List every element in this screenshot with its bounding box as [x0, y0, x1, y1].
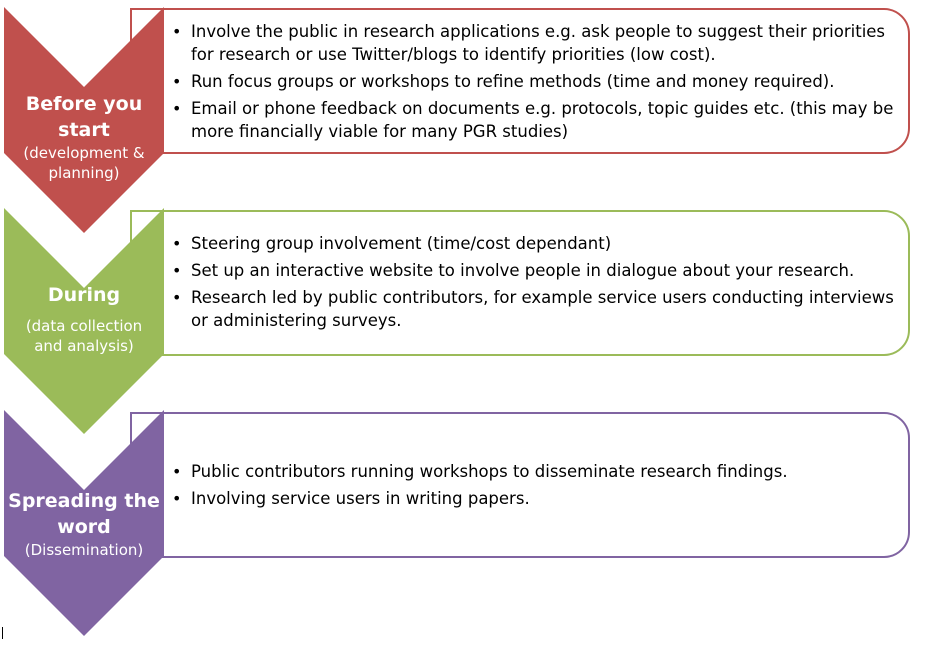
- stage-before-chevron: [4, 7, 164, 233]
- stage-before-title: Before you start: [25, 93, 143, 141]
- list-item: • Run focus groups or workshops to refine methods (time and money required).: [172, 70, 894, 93]
- list-item: • Involving service users in writing papers.: [172, 487, 894, 510]
- stage-during-subtitle: (data collection and analysis): [25, 317, 143, 355]
- stage-during-title: During: [47, 284, 121, 306]
- stage-before-label: [4, 91, 164, 183]
- text-cursor: [2, 627, 3, 639]
- stage-before-list: [172, 20, 894, 143]
- list-item: • Involve the public in research applications e.g. ask people to suggest their priorities for research or use Twitter/blogs to identify priorities (low cost).: [172, 20, 894, 66]
- list-item: • Email or phone feedback on documents e.g. protocols, topic guides etc. (this may be more financially viable for many PGR studies): [172, 97, 894, 143]
- stage-during-label: [4, 282, 164, 356]
- stage-spreading-chevron: [4, 410, 164, 636]
- stage-spreading-title: Spreading the word: [8, 490, 160, 538]
- stage-before-box: [130, 8, 910, 154]
- list-item: • Research led by public contributors, for example service users conducting interviews or administering surveys.: [172, 286, 894, 332]
- stage-before-subtitle: (development & planning): [23, 144, 145, 182]
- stage-during-list: [172, 232, 894, 332]
- list-item: • Steering group involvement (time/cost dependant): [172, 232, 894, 255]
- stage-during-box: [130, 210, 910, 356]
- stage-spreading-label: [4, 488, 164, 560]
- list-item: • Set up an interactive website to involve people in dialogue about your research.: [172, 259, 894, 282]
- list-item: • Public contributors running workshops to disseminate research findings.: [172, 460, 894, 483]
- stage-spreading-subtitle: (Dissemination): [24, 541, 144, 559]
- stage-spreading-list: [172, 460, 894, 510]
- stage-during-chevron: [4, 208, 164, 434]
- stage-spreading-box: [130, 412, 910, 558]
